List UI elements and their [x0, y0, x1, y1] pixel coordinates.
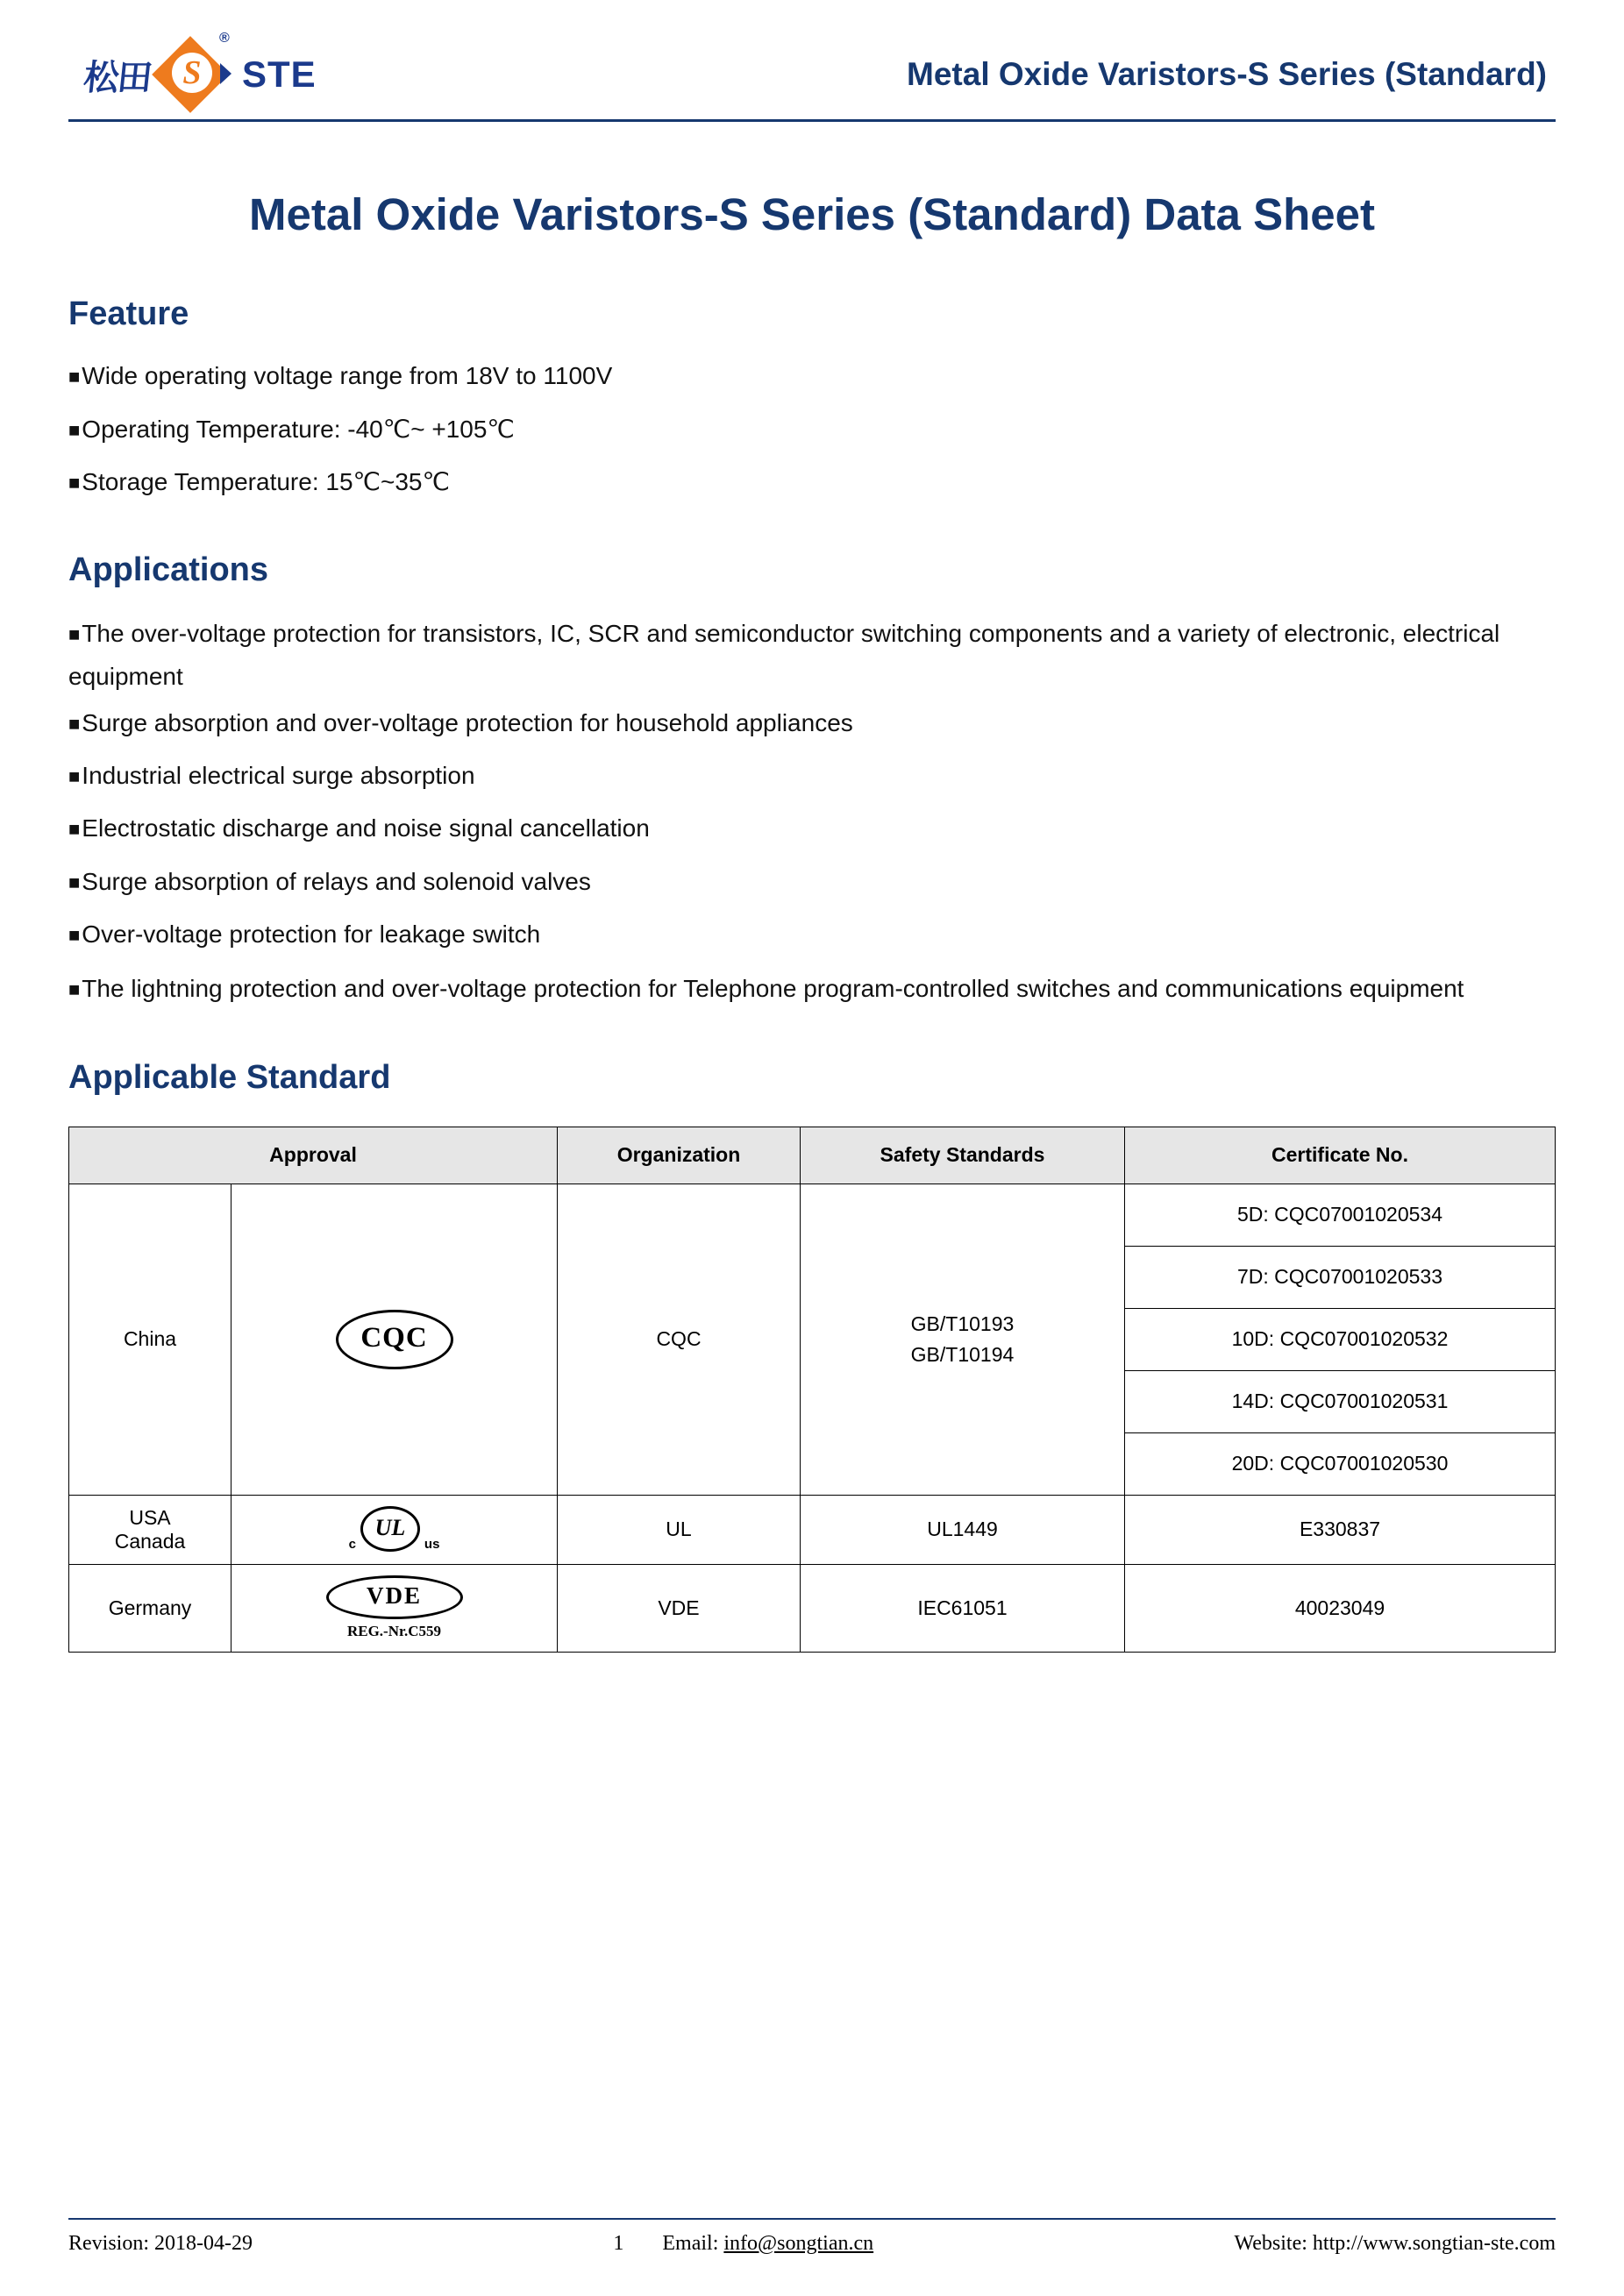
footer-divider — [68, 2218, 1556, 2220]
header-divider — [68, 119, 1556, 122]
bullet-square-icon: ■ — [68, 471, 81, 494]
bullet-square-icon: ■ — [68, 923, 81, 946]
ul-mark-prefix: c — [348, 1536, 356, 1552]
feature-item-text: Operating Temperature: -40℃~ +105℃ — [82, 415, 515, 443]
list-item — [68, 462, 1556, 502]
cell-mark-cqc — [231, 1184, 558, 1495]
page-header — [68, 0, 1556, 114]
country-line-1: USA — [129, 1505, 171, 1529]
application-item-text: The over-voltage protection for transistors, IC, SCR and semiconductor switching components and a variety of electronic, electrical equipment — [68, 619, 1500, 690]
cell-safety-standards-china — [801, 1184, 1125, 1495]
footer-email-label: Email: — [662, 2232, 719, 2255]
list-item — [68, 409, 1556, 450]
logo-arrow-right-icon — [220, 63, 231, 84]
cell-certificate: E330837 — [1125, 1495, 1556, 1564]
table-row — [69, 1564, 1556, 1652]
list-item — [68, 356, 1556, 396]
applications-heading: Applications — [68, 551, 269, 588]
page-footer — [68, 2218, 1556, 2256]
vde-mark-icon — [326, 1575, 463, 1640]
column-header-organization: Organization — [558, 1127, 801, 1184]
feature-heading: Feature — [68, 295, 189, 333]
bullet-square-icon: ■ — [68, 418, 81, 441]
footer-website-label: Website: — [1234, 2232, 1307, 2255]
list-item — [68, 808, 1556, 849]
list-item — [68, 612, 1556, 698]
registered-trademark-icon: ® — [219, 31, 231, 46]
cell-certificate: 7D: CQC07001020533 — [1125, 1246, 1556, 1308]
footer-email-link[interactable]: info@songtian.cn — [723, 2232, 874, 2255]
cell-mark-ul — [231, 1495, 558, 1564]
vde-mark-oval: VDE — [326, 1575, 463, 1619]
application-item-text: The lightning protection and over-voltage protection for Telephone program-controlled switches and communications equipment — [82, 974, 1464, 1002]
logo-ste-text — [219, 31, 317, 96]
bullet-square-icon: ■ — [68, 977, 81, 1000]
table-header-row — [69, 1127, 1556, 1184]
applicable-standard-heading: Applicable Standard — [68, 1058, 391, 1096]
feature-item-text: Storage Temperature: 15℃~35℃ — [82, 467, 450, 495]
applications-list — [68, 612, 1556, 1010]
cell-organization-cqc: CQC — [558, 1184, 801, 1495]
ul-mark-suffix: us — [424, 1536, 440, 1552]
cell-certificate: 14D: CQC07001020531 — [1125, 1370, 1556, 1432]
country-line-2: Canada — [114, 1529, 186, 1553]
application-item-text: Surge absorption of relays and solenoid valves — [82, 867, 591, 895]
list-item — [68, 967, 1556, 1010]
ul-mark-icon — [349, 1506, 440, 1552]
cell-safety-standards-ul: UL1449 — [801, 1495, 1125, 1564]
page-title: Metal Oxide Varistors-S Series (Standard) Data Sheet — [249, 189, 1375, 239]
bullet-square-icon: ■ — [68, 712, 81, 735]
footer-email — [662, 2232, 873, 2256]
bullet-square-icon: ■ — [68, 622, 81, 645]
application-item-text: Surge absorption and over-voltage protection for household appliances — [82, 708, 853, 736]
bullet-square-icon: ■ — [68, 765, 81, 788]
logo-s-letter: S — [172, 53, 212, 93]
applicable-standard-table — [68, 1127, 1556, 1653]
table-row — [69, 1184, 1556, 1246]
vde-mark-registration: REG.-Nr.C559 — [346, 1622, 442, 1639]
footer-revision: Revision: 2018-04-29 — [68, 2232, 253, 2255]
cell-certificate: 20D: CQC07001020530 — [1125, 1432, 1556, 1495]
feature-list — [68, 356, 1556, 502]
company-logo — [68, 31, 317, 109]
feature-item-text: Wide operating voltage range from 18V to 1100V — [82, 362, 613, 390]
logo-chinese-text: 松田 — [82, 56, 153, 98]
column-header-certificate-no: Certificate No. — [1125, 1127, 1556, 1184]
application-item-text: Industrial electrical surge absorption — [82, 762, 475, 790]
logo-ste-label: STE — [242, 53, 317, 95]
list-item — [68, 914, 1556, 955]
cell-organization-ul: UL — [558, 1495, 801, 1564]
cell-country-germany: Germany — [69, 1564, 231, 1652]
safety-standard-line: GB/T10193 — [910, 1312, 1015, 1336]
cell-certificate: 5D: CQC07001020534 — [1125, 1184, 1556, 1246]
cell-country-usa-canada — [69, 1495, 231, 1564]
bullet-square-icon: ■ — [68, 366, 81, 388]
cell-organization-vde: VDE — [558, 1564, 801, 1652]
footer-page-number: 1 — [613, 2232, 624, 2255]
ul-mark-circle: UL — [360, 1506, 420, 1552]
bullet-square-icon: ■ — [68, 871, 81, 893]
cell-mark-vde — [231, 1564, 558, 1652]
application-item-text: Electrostatic discharge and noise signal cancellation — [82, 814, 650, 842]
header-title: Metal Oxide Varistors-S Series (Standard) — [907, 56, 1547, 92]
application-item-text: Over-voltage protection for leakage switch — [82, 920, 541, 948]
cqc-mark-icon: CQC — [336, 1310, 453, 1369]
logo-diamond-icon — [156, 40, 237, 109]
column-header-safety-standards: Safety Standards — [801, 1127, 1125, 1184]
list-item — [68, 703, 1556, 743]
table-row — [69, 1495, 1556, 1564]
list-item — [68, 756, 1556, 796]
safety-standard-line: GB/T10194 — [910, 1342, 1015, 1366]
cell-certificate: 40023049 — [1125, 1564, 1556, 1652]
cell-certificate: 10D: CQC07001020532 — [1125, 1308, 1556, 1370]
bullet-square-icon: ■ — [68, 818, 81, 841]
list-item — [68, 862, 1556, 902]
cell-country-china: China — [69, 1184, 231, 1495]
cell-safety-standards-vde: IEC61051 — [801, 1564, 1125, 1652]
footer-website — [1235, 2232, 1556, 2256]
column-header-approval: Approval — [69, 1127, 558, 1184]
footer-website-url[interactable]: http://www.songtian-ste.com — [1312, 2232, 1556, 2255]
